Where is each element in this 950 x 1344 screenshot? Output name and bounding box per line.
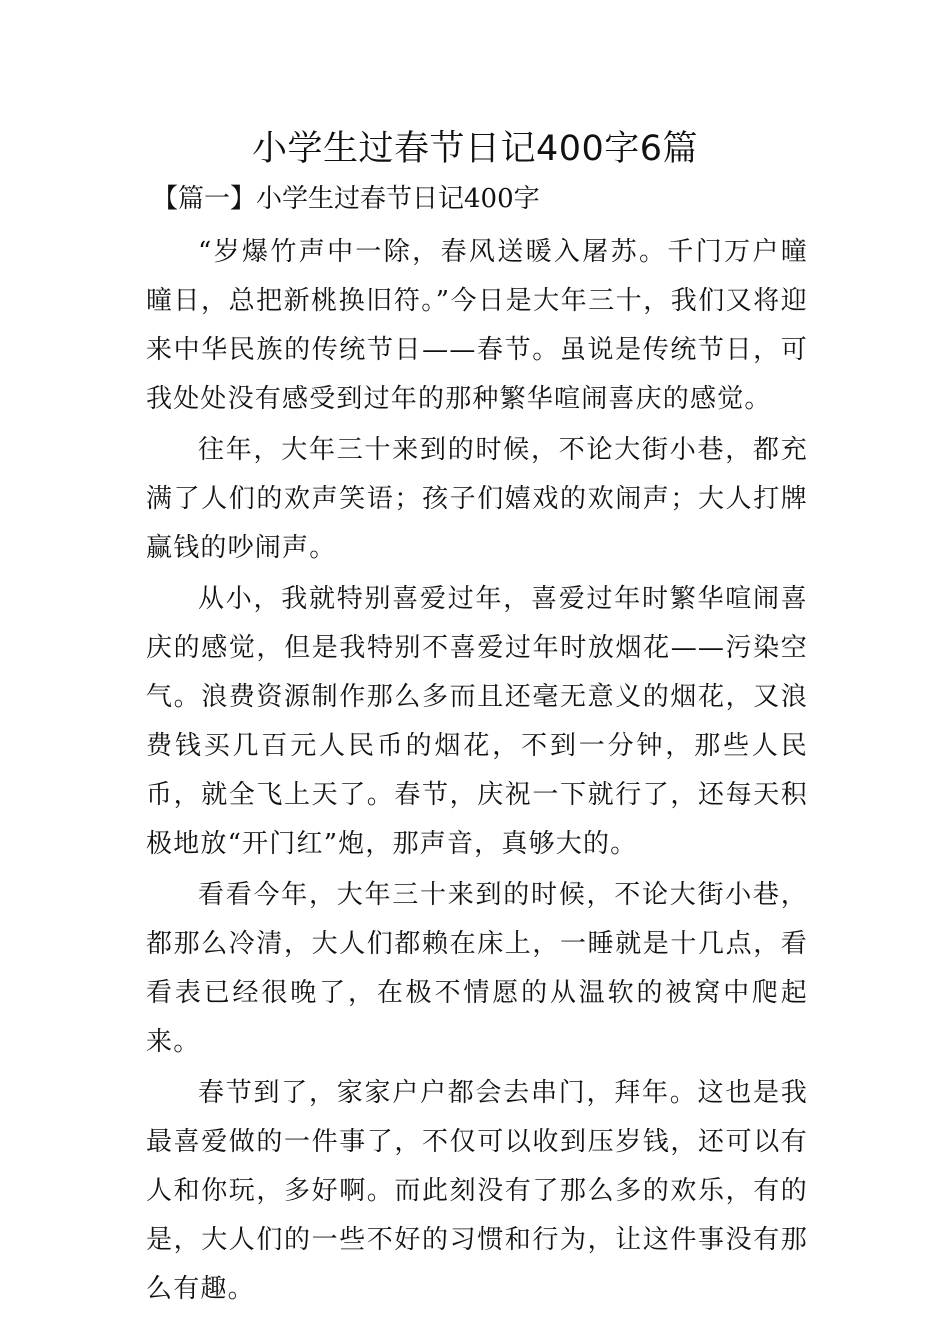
paragraph: 春节到了，家家户户都会去串门，拜年。这也是我最喜爱做的一件事了，不仅可以收到压岁钱，还可以有人和你玩，多好啊。而此刻没有了那么多的欢乐，有的是，大人们的一些不好的习惯和行为，让这件事没有那么有趣。: [146, 1078, 808, 1304]
paragraph: 往年，大年三十来到的时候，不论大街小巷，都充满了人们的欢声笑语；孩子们嬉戏的欢闹声；大人打牌赢钱的吵闹声。: [146, 435, 808, 563]
page-title: 小学生过春节日记400字6篇: [251, 129, 699, 169]
paragraph: “岁爆竹声中一除，春风送暖入屠苏。千门万户曈曈日，总把新桃换旧符。”今日是大年三十，我们又将迎来中华民族的传统节日——春节。虽说是传统节日，可我处处没有感受到过年的那种繁华喧闹喜庆的感觉。: [146, 237, 808, 414]
section-heading: 【篇一】小学生过春节日记400字: [152, 184, 540, 214]
paragraph: 从小，我就特别喜爱过年，喜爱过年时繁华喧闹喜庆的感觉，但是我特别不喜爱过年时放烟花——污染空气。浪费资源制作那么多而且还毫无意义的烟花，又浪费钱买几百元人民币的烟花，不到一分钟，那些人民币，就全飞上天了。春节，庆祝一下就行了，还每天积极地放“开门红”炮，那声音，真够大的。: [146, 584, 808, 859]
article-body: [146, 228, 808, 1316]
paragraph: 看看今年，大年三十来到的时候，不论大街小巷，都那么冷清，大人们都赖在床上，一睡就是十几点，看看表已经很晚了，在极不情愿的从温软的被窝中爬起来。: [146, 880, 808, 1057]
